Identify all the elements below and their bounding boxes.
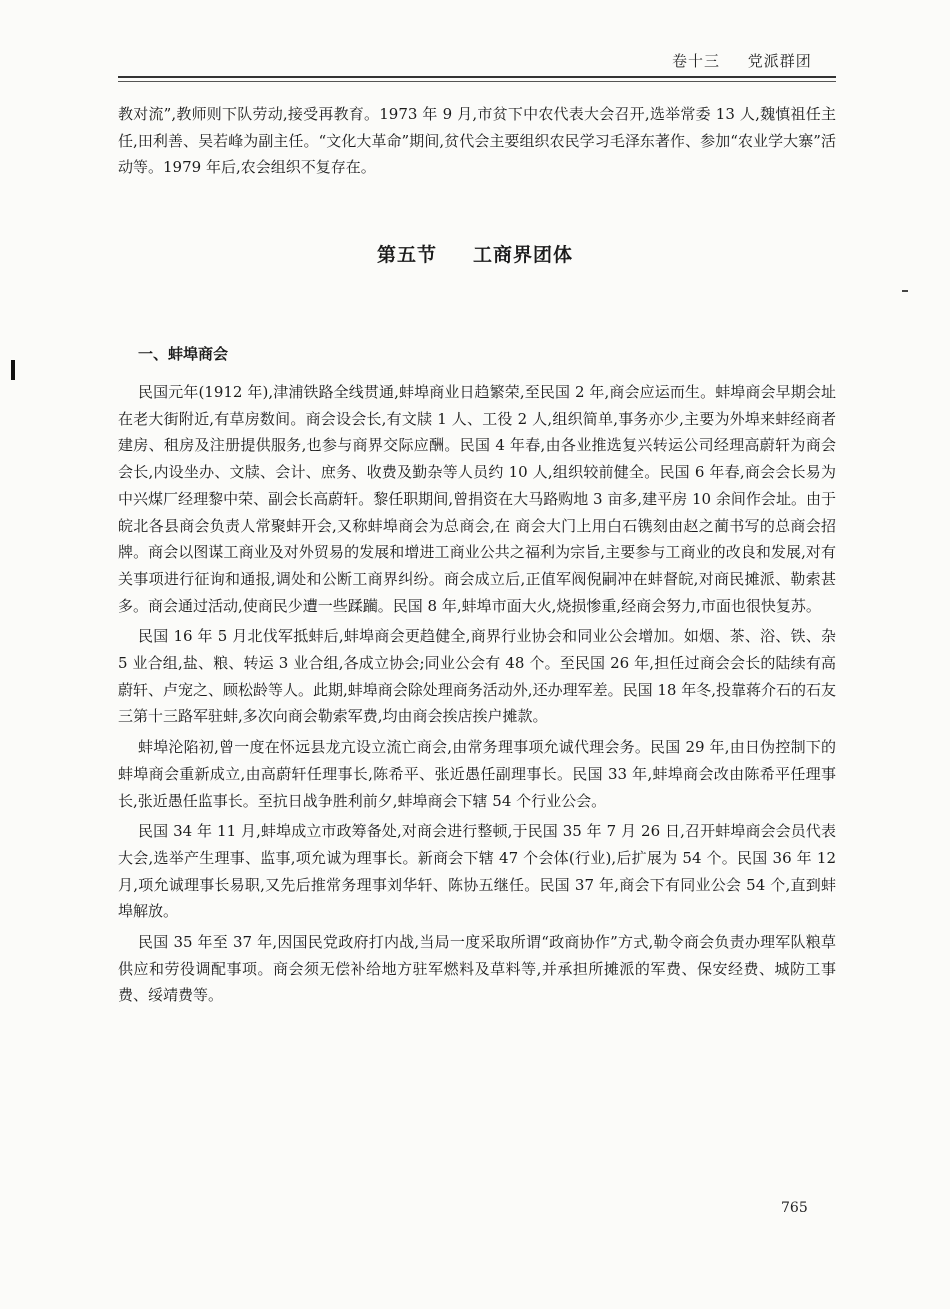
paragraph: 民国 35 年至 37 年,因国民党政府打内战,当局一度采取所谓“政商协作”方式,勒令商会负责办理军队粮草供应和劳役调配事项。商会须无偿补给地方驻军燃料及草料等,并承担所摊派的军费、保安经费、城防工事费、绥靖费等。 (118, 933, 836, 1005)
header-rule-thick (118, 76, 836, 78)
section-number: 第五节 (376, 244, 437, 266)
paragraph: 民国元年(1912 年),津浦铁路全线贯通,蚌埠商业日趋繁荣,至民国 2 年,商会应运而生。蚌埠商会早期会址在老大街附近,有草房数间。商会设会长,有文牍 1 人、工役 2 人,组织简单,事务亦少,主要为外埠来蚌经商者建房、租房及注册提供服务,也参与商界交际应酬。民国 4 年春,由各业推选复兴转运公司经理高蔚轩为商会会长,内设坐办、文牍、会计、庶务、收费及勤杂等人员约 10 人,组织较前健全。民国 6 年春,商会会长易为中兴煤厂经理黎中荣、副会长高蔚轩。黎任职期间,曾捐资在大马路购地 3 亩多,建平房 10 余间作会址。由于皖北各县商会负责人常聚蚌开会,又称蚌埠商会为总商会,在 商会大门上用白石镌刻由赵之蔺书写的总商会招牌。商会以图谋工商业及对外贸易的发展和增进工商业公共之福利为宗旨,主要参与工商业的改良和发展,对有关事项进行征询和通报,调处和公断工商界纠纷。商会成立后,正值军阀倪嗣冲在蚌督皖,对商民摊派、勒索甚多。商会通过活动,使商民少遭一些蹂躏。民国 8 年,蚌埠市面大火,烧损惨重,经商会努力,市面也很快复苏。 (118, 383, 836, 615)
paragraph: 民国 34 年 11 月,蚌埠成立市政筹备处,对商会进行整顿,于民国 35 年 7 月 26 日,召开蚌埠商会会员代表大会,选举产生理事、监事,项允诚为理事长。新商会下辖 47 个会体(行业),后扩展为 54 个。民国 36 年 12 月,项允诚理事长易职,又先后推常务理事刘华轩、陈协五继任。民国 37 年,商会下有同业公会 54 个,直到蚌埠解放。 (118, 822, 836, 921)
header-chapter: 卷十三 (672, 52, 721, 70)
margin-mark (11, 360, 15, 380)
section-title-text: 工商界团体 (473, 244, 574, 266)
header-title: 党派群团 (747, 52, 812, 70)
header-rule-thin (118, 81, 836, 82)
intro-paragraph: 教对流”,教师则下队劳动,接受再教育。1973 年 9 月,市贫下中农代表大会召开,选举常委 13 人,魏慎祖任主任,田利善、吴若峰为副主任。“文化大革命”期间,贫代会主要组织农民学习毛泽东著作、参加“农业学大寨”活动等。1979 年后,农会组织不复存在。 (118, 105, 836, 177)
page-number: 765 (781, 1200, 808, 1216)
paragraph: 蚌埠沦陷初,曾一度在怀远县龙亢设立流亡商会,由常务理事项允诚代理会务。民国 29 年,由日伪控制下的蚌埠商会重新成立,由高蔚轩任理事长,陈希平、张近愚任副理事长。民国 33 年,蚌埠商会改由陈希平任理事长,张近愚任监事长。至抗日战争胜利前夕,蚌埠商会下辖 54 个行业公会。 (118, 738, 836, 810)
paragraph: 民国 16 年 5 月北伐军抵蚌后,蚌埠商会更趋健全,商界行业协会和同业公会增加。如烟、茶、浴、铁、杂 5 业合组,盐、粮、转运 3 业合组,各成立协会;同业公会有 48 个。至民国 26 年,担任过商会会长的陆续有高蔚轩、卢宠之、顾松龄等人。此期,蚌埠商会除处理商务活动外,还办理军差。民国 18 年冬,投靠蒋介石的石友三第十三路军驻蚌,多次向商会勒索军费,均由商会挨店挨户摊款。 (118, 627, 836, 726)
stray-mark (902, 290, 908, 292)
running-header (672, 50, 812, 71)
body-text (118, 379, 836, 1013)
section-title (0, 240, 950, 267)
subsection-heading: 一、蚌埠商会 (138, 345, 229, 363)
intro-block (118, 101, 836, 181)
